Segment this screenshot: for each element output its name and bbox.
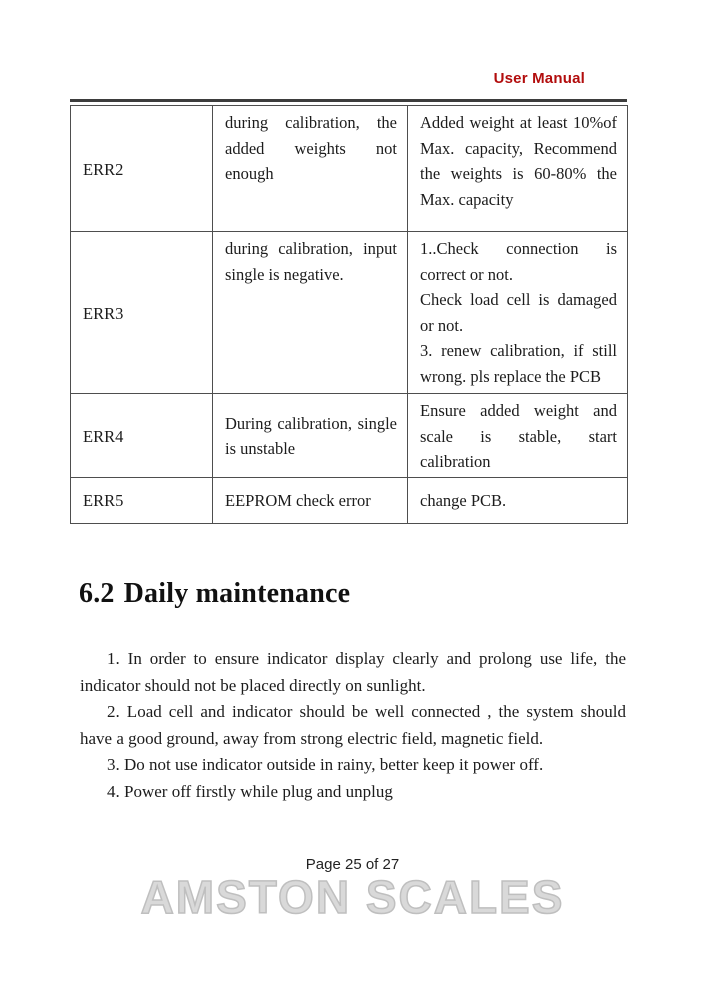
cause-cell — [213, 394, 408, 478]
error-code-cell: ERR2 — [71, 106, 213, 232]
section-title: Daily maintenance — [123, 578, 351, 609]
maintenance-instructions — [80, 646, 626, 805]
solution-cell — [408, 477, 628, 523]
solution-cell — [408, 232, 628, 394]
solution-cell — [408, 106, 628, 232]
solution-paragraph: Check load cell is damaged or not. — [420, 290, 617, 335]
table-row — [71, 394, 628, 478]
maintenance-item: 2. Load cell and indicator should be well connected , the system should have a good ground, away from strong electric field, magnetic field. — [80, 702, 626, 748]
solution-paragraph: change PCB. — [420, 491, 507, 511]
solution-paragraph: Ensure added weight and scale is stable, start calibration — [420, 401, 617, 471]
cause-paragraph: during calibration, input single is negative. — [225, 239, 397, 284]
cause-cell — [213, 232, 408, 394]
table-top-rule — [70, 99, 627, 102]
cause-paragraph: EEPROM check error — [225, 491, 371, 511]
cause-cell — [213, 477, 408, 523]
maintenance-item: 4. Power off firstly while plug and unplug — [107, 781, 393, 801]
cause-paragraph: during calibration, the added weights not enough — [225, 113, 397, 183]
cause-cell — [213, 106, 408, 232]
section-heading — [79, 577, 350, 611]
error-code-cell: ERR3 — [71, 232, 213, 394]
maintenance-item: 1. In order to ensure indicator display clearly and prolong use life, the indicator should not be placed directly on sunlight. — [80, 649, 626, 695]
maintenance-item: 3. Do not use indicator outside in rainy, better keep it power off. — [107, 755, 544, 774]
table-row — [71, 106, 628, 232]
error-code-cell: ERR5 — [71, 477, 213, 523]
cause-paragraph: During calibration, single is unstable — [225, 413, 397, 459]
solution-paragraph: 3. renew calibration, if still wrong. pls replace the PCB — [420, 341, 617, 386]
table-row — [71, 477, 628, 523]
header-user-manual-label: User Manual — [493, 70, 585, 87]
error-table-container — [70, 99, 627, 524]
table-row — [71, 232, 628, 394]
error-code-table — [70, 105, 628, 524]
solution-paragraph: 1..Check connection is correct or not. — [420, 239, 617, 284]
error-code-cell: ERR4 — [71, 394, 213, 478]
solution-cell — [408, 394, 628, 478]
watermark-text: AMSTON SCALES — [140, 871, 565, 923]
page-number: Page 25 of 27 — [305, 856, 400, 873]
solution-paragraph: Added weight at least 10%of Max. capacity, Recommend the weights is 60-80% the Max. capacity — [420, 113, 617, 209]
section-number: 6.2 — [79, 578, 115, 609]
